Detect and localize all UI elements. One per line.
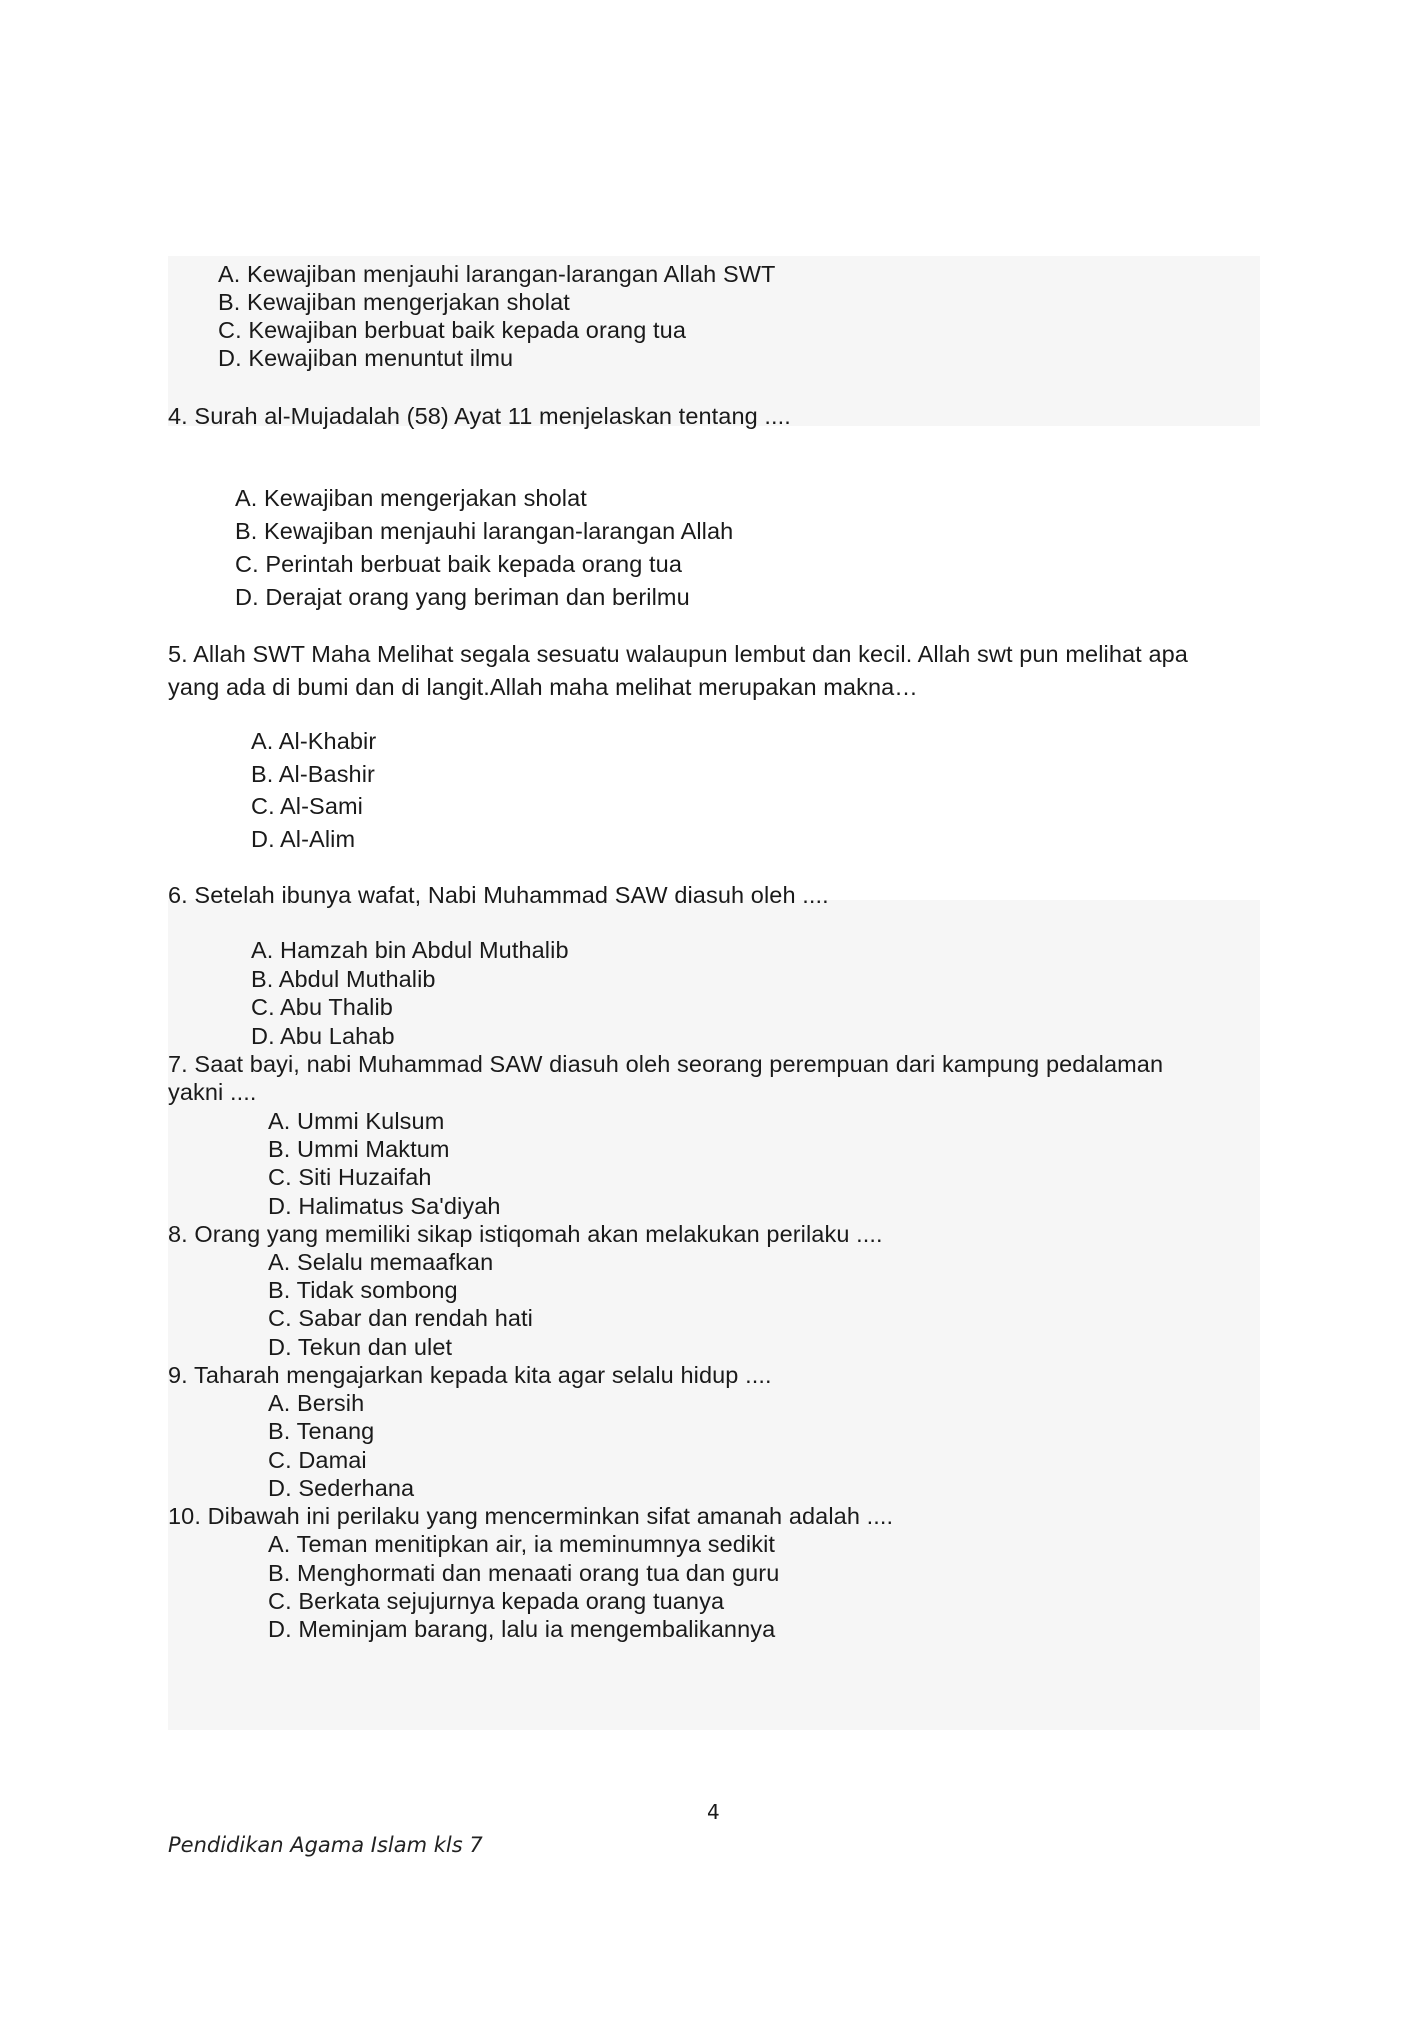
q4-option-c: C. Perintah berbuat baik kepada orang tua: [235, 551, 682, 577]
footer-text: Pendidikan Agama Islam kls 7: [168, 1833, 483, 1857]
question-4: 4. Surah al-Mujadalah (58) Ayat 11 menjelaskan tentang ....: [168, 403, 791, 429]
q9-option-c: C. Damai: [268, 1447, 367, 1473]
q4-option-d: D. Derajat orang yang beriman dan berilmu: [235, 584, 690, 610]
question-8: 8. Orang yang memiliki sikap istiqomah akan melakukan perilaku ....: [168, 1221, 883, 1247]
question-7-line1: 7. Saat bayi, nabi Muhammad SAW diasuh oleh seorang perempuan dari kampung pedalaman: [168, 1051, 1164, 1077]
option-c: C. Kewajiban berbuat baik kepada orang tua: [218, 317, 686, 343]
q5-option-a: A. Al-Khabir: [251, 728, 377, 754]
q4-option-b: B. Kewajiban menjauhi larangan-larangan Allah: [235, 518, 734, 544]
page-number: 4: [707, 1800, 720, 1824]
q10-option-d: D. Meminjam barang, lalu ia mengembalikannya: [268, 1616, 776, 1642]
q6-option-b: B. Abdul Muthalib: [251, 966, 436, 992]
q9-option-b: B. Tenang: [268, 1418, 375, 1444]
q5-option-c: C. Al-Sami: [251, 793, 363, 819]
question-10: 10. Dibawah ini perilaku yang mencerminkan sifat amanah adalah ....: [168, 1503, 894, 1529]
q8-option-a: A. Selalu memaafkan: [268, 1249, 494, 1275]
option-a: A. Kewajiban menjauhi larangan-larangan Allah SWT: [218, 261, 776, 287]
q9-option-a: A. Bersih: [268, 1390, 365, 1416]
question-9: 9. Taharah mengajarkan kepada kita agar selalu hidup ....: [168, 1362, 772, 1388]
option-b: B. Kewajiban mengerjakan sholat: [218, 289, 570, 315]
question-6: 6. Setelah ibunya wafat, Nabi Muhammad SAW diasuh oleh ....: [168, 882, 829, 908]
q8-option-b: B. Tidak sombong: [268, 1277, 458, 1303]
q4-option-a: A. Kewajiban mengerjakan sholat: [235, 485, 587, 511]
q8-option-d: D. Tekun dan ulet: [268, 1334, 453, 1360]
q10-option-a: A. Teman menitipkan air, ia meminumnya sedikit: [268, 1531, 776, 1557]
q7-option-c: C. Siti Huzaifah: [268, 1164, 432, 1190]
q7-option-d: D. Halimatus Sa'diyah: [268, 1193, 501, 1219]
q9-option-d: D. Sederhana: [268, 1475, 415, 1501]
question-7-line2: yakni ....: [168, 1079, 257, 1105]
q10-option-c: C. Berkata sejujurnya kepada orang tuanya: [268, 1588, 725, 1614]
q10-option-b: B. Menghormati dan menaati orang tua dan guru: [268, 1560, 780, 1586]
q6-option-a: A. Hamzah bin Abdul Muthalib: [251, 937, 569, 963]
option-d: D. Kewajiban menuntut ilmu: [218, 345, 514, 371]
question-5-line2: yang ada di bumi dan di langit.Allah maha melihat merupakan makna…: [168, 674, 918, 700]
q7-option-b: B. Ummi Maktum: [268, 1136, 450, 1162]
q7-option-a: A. Ummi Kulsum: [268, 1108, 445, 1134]
q5-option-b: B. Al-Bashir: [251, 761, 375, 787]
q8-option-c: C. Sabar dan rendah hati: [268, 1305, 533, 1331]
q6-option-c: C. Abu Thalib: [251, 994, 393, 1020]
q6-option-d: D. Abu Lahab: [251, 1023, 395, 1049]
question-5-line1: 5. Allah SWT Maha Melihat segala sesuatu walaupun lembut dan kecil. Allah swt pun melihat apa: [168, 641, 1188, 667]
q5-option-d: D. Al-Alim: [251, 826, 356, 852]
